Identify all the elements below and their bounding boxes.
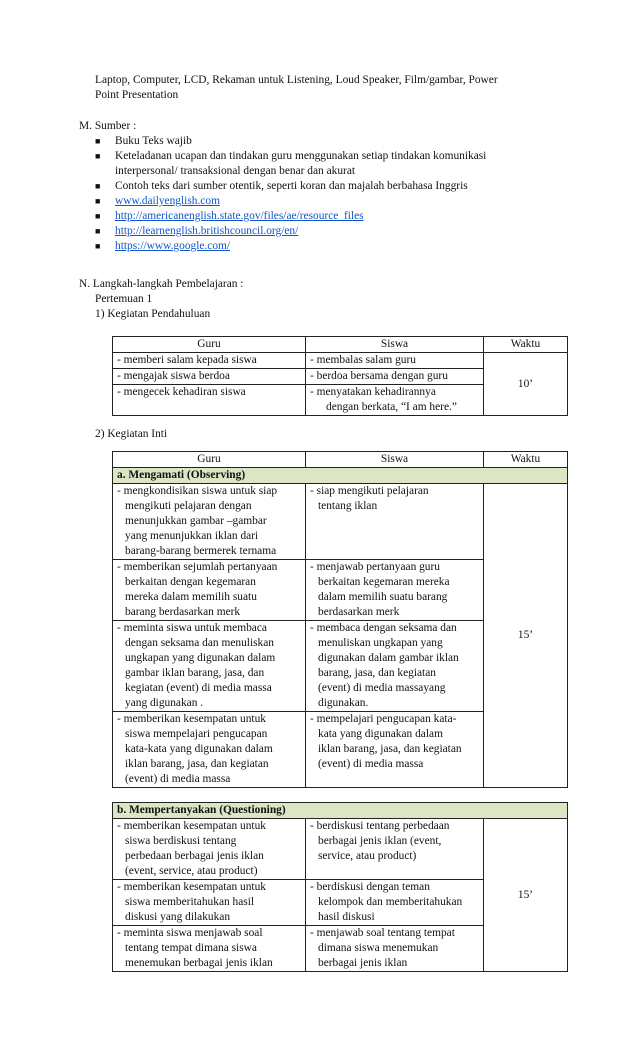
pertemuan-label: Pertemuan 1 — [95, 293, 153, 305]
cell-guru: - memberikan sejumlah pertanyaan berkaitan dengan kegemaran mereka dalam memilih suatu barang berdasarkan merk — [113, 560, 306, 621]
square-bullet-icon: ■ — [95, 241, 101, 251]
table-header-row — [113, 452, 568, 468]
cell-siswa: - menjawab soal tentang tempat dimana siswa menemukan berbagai jenis iklan — [306, 926, 484, 972]
list-item — [95, 239, 565, 254]
cell-siswa: - menjawab pertanyaan guru berkaitan kegemaran mereka dalam memilih suatu barang berdasarkan merk — [306, 560, 484, 621]
kegiatan-inti-label: 2) Kegiatan Inti — [95, 428, 168, 440]
cell-guru: - mengajak siswa berdoa — [113, 369, 306, 385]
link-britishcouncil[interactable]: http://learnenglish.britishcouncil.org/en/ — [115, 225, 299, 237]
list-item-text: interpersonal/ transaksional dengan benar dan akurat — [115, 165, 356, 177]
cell-waktu: 15’ — [484, 819, 568, 972]
square-bullet-icon: ■ — [95, 226, 101, 236]
header-waktu: Waktu — [484, 337, 568, 353]
cell-guru: - mengecek kehadiran siswa — [113, 385, 306, 416]
square-bullet-icon: ■ — [95, 181, 101, 191]
sumber-section — [79, 119, 549, 134]
header-waktu: Waktu — [484, 452, 568, 468]
link-google[interactable]: https://www.google.com/ — [115, 240, 231, 252]
list-item-text: Buku Teks wajib — [115, 135, 192, 147]
cell-waktu: 15’ — [484, 484, 568, 788]
list-item — [95, 134, 565, 149]
cell-siswa: - menyatakan kehadirannya dengan berkata, “I am here.” — [306, 385, 484, 416]
header-guru: Guru — [113, 452, 306, 468]
sumber-heading: M. Sumber : — [79, 120, 137, 132]
header-guru: Guru — [113, 337, 306, 353]
langkah-heading: N. Langkah-langkah Pembelajaran : — [79, 278, 244, 290]
cell-guru: - meminta siswa untuk membaca dengan seksama dan menuliskan ungkapan yang digunakan dalam gambar iklan barang, jasa, dan kegiatan (event) di media massa yang digunakan . — [113, 621, 306, 712]
link-dailyenglish[interactable]: www.dailyenglish.com — [115, 195, 220, 207]
list-item-text: Keteladanan ucapan dan tindakan guru menggunakan setiap tindakan komunikasi — [115, 150, 487, 162]
table-header-row — [113, 337, 568, 353]
list-item — [95, 209, 565, 224]
cell-siswa: - membaca dengan seksama dan menuliskan ungkapan yang digunakan dalam gambar iklan barang, jasa, dan kegiatan (event) di media massayang digunakan. — [306, 621, 484, 712]
list-item — [95, 149, 565, 164]
table-inti-questioning — [112, 802, 568, 972]
square-bullet-icon: ■ — [95, 151, 101, 161]
cell-siswa: - mempelajari pengucapan kata- kata yang digunakan dalam iklan barang, jasa, dan kegiatan (event) di media massa — [306, 712, 484, 788]
section-questioning: b. Mempertanyakan (Questioning) — [113, 803, 568, 819]
cell-guru: - memberikan kesempatan untuk siswa berdiskusi tentang perbedaan berbagai jenis iklan (event, service, atau product) — [113, 819, 306, 880]
langkah-body — [95, 292, 565, 322]
cell-guru: - memberi salam kepada siswa — [113, 353, 306, 369]
table-row — [113, 484, 568, 560]
square-bullet-icon: ■ — [95, 196, 101, 206]
media-paragraph — [95, 73, 565, 103]
header-siswa: Siswa — [306, 337, 484, 353]
list-item — [95, 224, 565, 239]
cell-siswa: - siap mengikuti pelajaran tentang iklan — [306, 484, 484, 560]
langkah-section — [79, 277, 549, 292]
cell-siswa: - membalas salam guru — [306, 353, 484, 369]
kegiatan-pendahuluan-label: 1) Kegiatan Pendahuluan — [95, 308, 211, 320]
square-bullet-icon: ■ — [95, 136, 101, 146]
square-bullet-icon: ■ — [95, 211, 101, 221]
table-inti-observing — [112, 451, 568, 788]
sumber-list — [95, 134, 565, 254]
list-item-text: Contoh teks dari sumber otentik, seperti koran dan majalah berbahasa Inggris — [115, 180, 468, 192]
cell-siswa: - berdiskusi tentang perbedaan berbagai jenis iklan (event, service, atau product) — [306, 819, 484, 880]
section-row — [113, 803, 568, 819]
media-line-2: Point Presentation — [95, 89, 179, 101]
cell-waktu: 10’ — [484, 353, 568, 416]
cell-siswa: - berdoa bersama dengan guru — [306, 369, 484, 385]
section-observing: a. Mengamati (Observing) — [113, 468, 568, 484]
header-siswa: Siswa — [306, 452, 484, 468]
kegiatan-inti-block — [95, 427, 395, 442]
link-americanenglish[interactable]: http://americanenglish.state.gov/files/ae/resource_files — [115, 210, 364, 222]
table-row — [113, 819, 568, 880]
cell-guru: - memberikan kesempatan untuk siswa mempelajari pengucapan kata-kata yang digunakan dalam iklan barang, jasa, dan kegiatan (event) di media massa — [113, 712, 306, 788]
table-pendahuluan — [112, 336, 568, 416]
list-item — [95, 179, 565, 194]
list-item — [95, 194, 565, 209]
list-item-continuation — [95, 164, 565, 179]
cell-guru: - memberikan kesempatan untuk siswa memberitahukan hasil diskusi yang dilakukan — [113, 880, 306, 926]
section-row — [113, 468, 568, 484]
table-row — [113, 353, 568, 369]
cell-guru: - mengkondisikan siswa untuk siap mengikuti pelajaran dengan menunjukkan gambar –gambar yang menunjukkan iklan dari barang-barang bermerek ternama — [113, 484, 306, 560]
cell-siswa: - berdiskusi dengan teman kelompok dan memberitahukan hasil diskusi — [306, 880, 484, 926]
cell-guru: - meminta siswa menjawab soal tentang tempat dimana siswa menemukan berbagai jenis iklan — [113, 926, 306, 972]
media-line-1: Laptop, Computer, LCD, Rekaman untuk Listening, Loud Speaker, Film/gambar, Power — [95, 74, 498, 86]
